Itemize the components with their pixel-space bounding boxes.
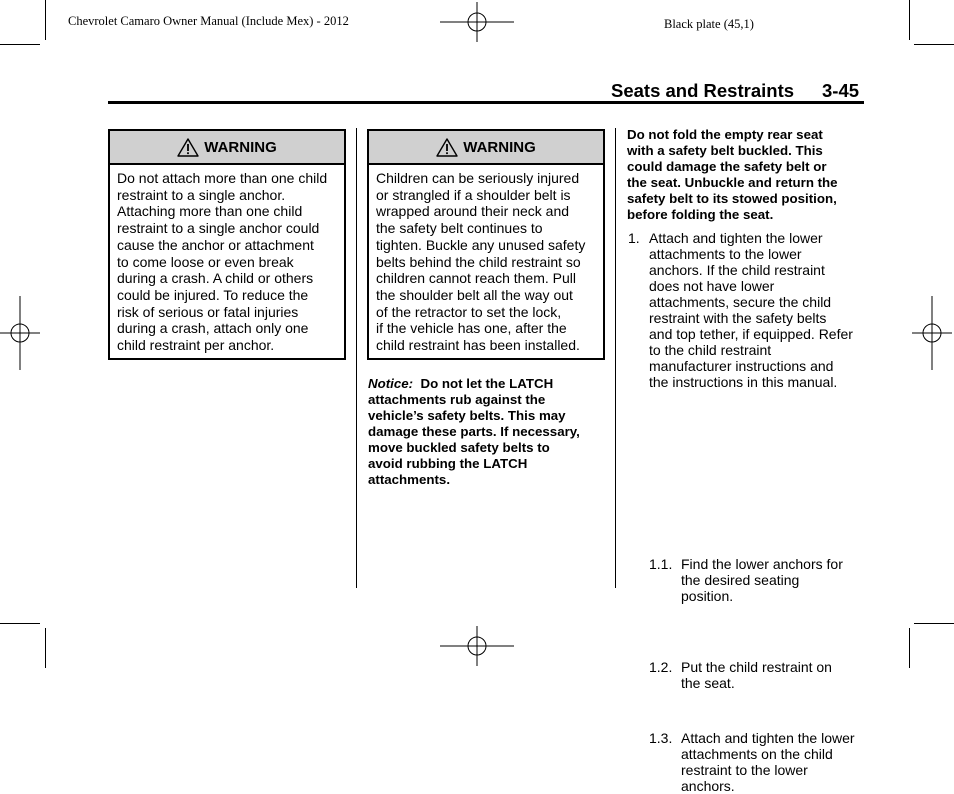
text-line: the instructions in this manual. xyxy=(649,374,838,390)
step-item xyxy=(628,230,868,390)
warning-text xyxy=(369,165,603,358)
text-line: manufacturer instructions and xyxy=(649,358,834,374)
text-line: during a crash. A child or others xyxy=(117,270,314,287)
text-line: to the child restraint xyxy=(649,342,772,358)
text-line: the seat. xyxy=(681,675,735,691)
text-line: does not have lower xyxy=(649,278,775,294)
column-divider xyxy=(356,128,357,588)
warning-text xyxy=(110,165,344,358)
crop-mark xyxy=(0,44,40,45)
warning-triangle-icon xyxy=(177,138,199,157)
text-line: Attaching more than one child xyxy=(117,203,303,220)
text-line: Children can be seriously injured xyxy=(376,170,580,186)
text-line: attachments. xyxy=(368,472,451,487)
text-line: during a crash, attach only one xyxy=(117,320,309,337)
text-line: children cannot reach them. Pull xyxy=(376,270,576,287)
section-heading xyxy=(611,80,859,102)
manual-title: Chevrolet Camaro Owner Manual (Include Mex) - 2012 xyxy=(68,14,349,28)
text-line: risk of serious or fatal injuries xyxy=(117,303,299,320)
text-line: restraint to the lower xyxy=(681,762,808,778)
text-line: cause the anchor or attachment xyxy=(117,236,314,253)
text-line: the shoulder belt all the way out xyxy=(376,286,573,303)
text-line: if the vehicle has one, after the xyxy=(376,320,567,337)
crop-mark xyxy=(0,623,40,624)
text-line: restraint to a single anchor could xyxy=(117,220,320,237)
text-line: to come loose or even break xyxy=(117,253,294,270)
crop-mark xyxy=(914,623,954,624)
substep-item xyxy=(649,659,869,691)
crop-mark xyxy=(45,628,46,668)
registration-mark-icon xyxy=(912,296,952,370)
crop-mark xyxy=(914,44,954,45)
warning-triangle-icon xyxy=(436,138,458,157)
notice-text: Do not let the LATCH xyxy=(420,376,554,391)
plate-label: Black plate (45,1) xyxy=(664,17,754,31)
text-line: belts behind the child restraint so xyxy=(376,253,581,270)
text-line: before folding the seat. xyxy=(627,207,774,222)
text-line: safety belt to its stowed position, xyxy=(627,191,837,206)
text-line: Put the child restraint on xyxy=(681,659,832,675)
text-line: Do not attach more than one child xyxy=(117,170,328,186)
warning-box-2 xyxy=(367,129,605,360)
text-line: attachments to the lower xyxy=(649,246,802,262)
notice-label: Notice: xyxy=(368,376,414,391)
substep-number: 1.2. xyxy=(649,659,673,675)
text-line: child restraint per anchor. xyxy=(117,337,275,354)
header-rule xyxy=(108,101,864,104)
crop-mark xyxy=(909,628,910,668)
text-line: tighten. Buckle any unused safety xyxy=(376,236,586,253)
text-line: Do not fold the empty rear seat xyxy=(627,127,823,142)
crop-mark xyxy=(45,0,46,40)
text-line: of the retractor to set the lock, xyxy=(376,303,562,320)
page-number: 3-45 xyxy=(822,80,860,101)
section-title: Seats and Restraints xyxy=(611,80,795,101)
warning-label: WARNING xyxy=(204,138,277,156)
registration-mark-icon xyxy=(440,626,514,666)
text-line: attachments, secure the child xyxy=(649,294,832,310)
notice-paragraph xyxy=(368,376,608,488)
text-line: the seat. Unbuckle and return the xyxy=(627,175,838,190)
crop-mark xyxy=(909,0,910,40)
text-line: avoid rubbing the LATCH xyxy=(368,456,528,471)
text-line: Attach and tighten the lower xyxy=(681,730,855,746)
text-line: vehicle’s safety belts. This may xyxy=(368,408,566,423)
substep-number: 1.3. xyxy=(649,730,673,746)
text-line: restraint with the safety belts xyxy=(649,310,827,326)
text-line: attachments on the child xyxy=(681,746,833,762)
text-line: restraint to a single anchor. xyxy=(117,186,286,203)
text-line: could be injured. To reduce the xyxy=(117,286,309,303)
text-line: position. xyxy=(681,588,734,604)
text-line: damage these parts. If necessary, xyxy=(368,424,580,439)
text-line: or strangled if a shoulder belt is xyxy=(376,186,571,203)
text-line: the desired seating xyxy=(681,572,800,588)
warning-heading xyxy=(110,131,344,165)
registration-mark-icon xyxy=(0,296,40,370)
text-line: wrapped around their neck and xyxy=(376,203,570,220)
text-line xyxy=(368,376,608,392)
text-line: child restraint has been installed. xyxy=(376,337,580,354)
text-line: could damage the safety belt or xyxy=(627,159,827,174)
substep-item xyxy=(649,556,869,604)
text-line: the safety belt continues to xyxy=(376,220,543,237)
warning-label: WARNING xyxy=(463,138,536,156)
text-line: and top tether, if equipped. Refer xyxy=(649,326,853,342)
text-line: Attach and tighten the lower xyxy=(649,230,823,246)
text-line: with a safety belt buckled. This xyxy=(627,143,823,158)
text-line: anchors. If the child restraint xyxy=(649,262,825,278)
step-number: 1. xyxy=(628,230,640,246)
substep-item xyxy=(649,730,869,794)
text-line: move buckled safety belts to xyxy=(368,440,550,455)
text-line: anchors. xyxy=(681,778,735,794)
registration-mark-icon xyxy=(440,2,514,42)
column-divider xyxy=(615,128,616,588)
text-line: Find the lower anchors for xyxy=(681,556,843,572)
substep-number: 1.1. xyxy=(649,556,673,572)
warning-heading xyxy=(369,131,603,165)
text-line: attachments rub against the xyxy=(368,392,546,407)
fold-seat-warning xyxy=(627,127,867,223)
warning-box-1 xyxy=(108,129,346,360)
